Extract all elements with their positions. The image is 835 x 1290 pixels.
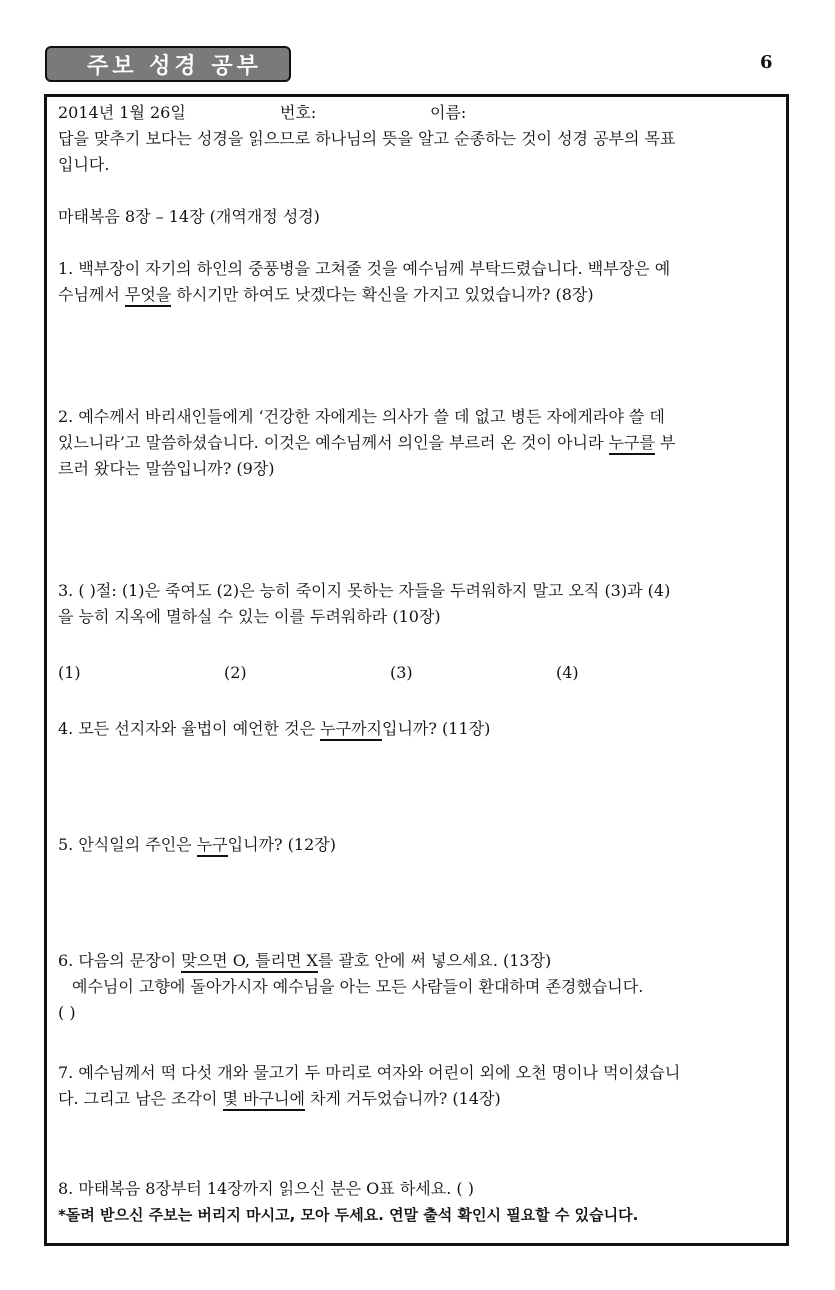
intro-line-2: 입니다.: [58, 155, 110, 174]
answer-space[interactable]: [58, 308, 778, 404]
info-row: [58, 100, 778, 126]
page-number: 6: [760, 52, 773, 73]
question-8: 8. 마태복음 8장부터 14장까지 읽으신 분은 O표 하세요. ( ): [58, 1179, 474, 1198]
question-2-line-1: 2. 예수께서 바리새인들에게 ‘건강한 자에게는 의사가 쓸 데 없고 병든 자에게라야 쓸 데: [58, 407, 665, 426]
date: 2014년 1월 26일: [58, 103, 186, 122]
question-5: 5. 안식일의 주인은 누구입니까? (12장): [58, 832, 778, 858]
question-7-line-1: 7. 예수님께서 떡 다섯 개와 물고기 두 마리로 여자와 어린이 외에 오천 명이나 먹이셨습니: [58, 1063, 681, 1082]
underlined-keyword: 누구: [197, 835, 228, 857]
footer-note: *돌려 받으신 주보는 버리지 마시고, 모아 두세요. 연말 출석 확인시 필요할 수 있습니다.: [58, 1206, 639, 1224]
answer-space[interactable]: [58, 482, 778, 578]
underlined-keyword: 맞으면 O, 틀리면 X: [181, 951, 318, 973]
question-2-line-2: 있느니라’고 말씀하셨습니다. 이것은 예수님께서 의인을 부르러 온 것이 아니라 누구를 부: [58, 430, 778, 456]
worksheet-content: [58, 100, 778, 1228]
blank-2[interactable]: (2): [224, 663, 247, 682]
question-1-line-1: 1. 백부장이 자기의 하인의 중풍병을 고쳐줄 것을 예수님께 부탁드렸습니다. 백부장은 예: [58, 259, 671, 278]
question-1-line-2: 수님께서 무엇을 하시기만 하여도 낫겠다는 확신을 가지고 있었습니까? (8장): [58, 282, 778, 308]
underlined-keyword: 무엇을: [125, 285, 171, 307]
question-3-line-2: 을 능히 지옥에 멸하실 수 있는 이를 두려워하라 (10장): [58, 607, 441, 626]
blank-4[interactable]: (4): [556, 663, 579, 682]
question-6: 6. 다음의 문장이 맞으면 O, 틀리면 X를 괄호 안에 써 넣으세요. (13장): [58, 948, 778, 974]
underlined-keyword: 누구까지: [320, 719, 382, 741]
reading-range: 마태복음 8장 – 14장 (개역개정 성경): [58, 207, 320, 226]
question-7-line-2: 다. 그리고 남은 조각이 몇 바구니에 차게 거두었습니까? (14장): [58, 1086, 778, 1112]
question-6-answer[interactable]: ( ): [58, 1003, 76, 1022]
name-field[interactable]: 이름:: [430, 103, 467, 122]
question-4: 4. 모든 선지자와 율법이 예언한 것은 누구까지입니까? (11장): [58, 716, 778, 742]
blank-1[interactable]: (1): [58, 663, 81, 682]
section-title: 주보 성경 공부: [45, 46, 291, 82]
question-3-blanks: [58, 660, 778, 686]
answer-space[interactable]: [58, 742, 778, 832]
answer-space[interactable]: [58, 858, 778, 948]
question-6-statement: 예수님이 고향에 돌아가시자 예수님을 아는 모든 사람들이 환대하며 존경했습니다.: [72, 977, 644, 996]
number-field[interactable]: 번호:: [280, 103, 317, 122]
question-2-line-3: 르러 왔다는 말씀입니까? (9장): [58, 459, 275, 478]
underlined-keyword: 누구를: [609, 433, 655, 455]
underlined-keyword: 몇 바구니에: [223, 1089, 305, 1111]
question-3-line-1: 3. ( )절: (1)은 죽여도 (2)은 능히 죽이지 못하는 자들을 두려워하지 말고 오직 (3)과 (4): [58, 581, 671, 600]
answer-space[interactable]: [58, 1112, 778, 1176]
intro-line-1: 답을 맞추기 보다는 성경을 읽으므로 하나님의 뜻을 알고 순종하는 것이 성경 공부의 목표: [58, 129, 676, 148]
blank-3[interactable]: (3): [390, 663, 413, 682]
